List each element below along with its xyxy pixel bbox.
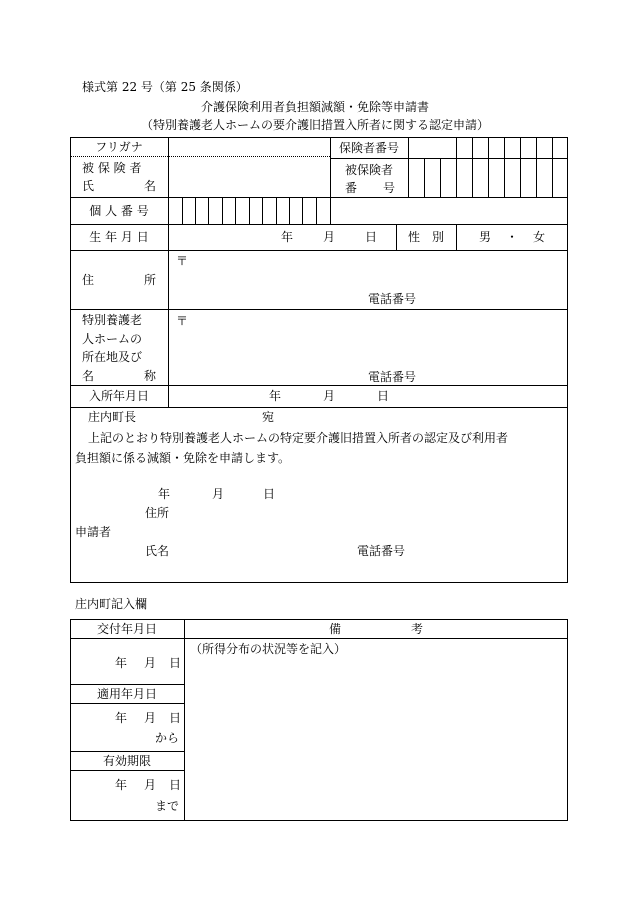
sex-female-option[interactable]: 女 [533,230,546,244]
form-number: 様式第 22 号（第 25 条関係） [82,80,248,94]
remarks-label-end: 考 [411,622,424,636]
insured-name-label-line2: 氏 名 [82,179,156,193]
address-phone-label: 電話番号 [368,292,417,306]
admission-date-label: 入所年月日 [88,389,149,403]
applicant-address-label: 住所 [145,506,170,520]
address-label: 住 所 [82,273,156,287]
birthdate-label: 生 年 月 日 [89,230,149,244]
issue-date-label: 交付年月日 [96,622,157,636]
insurer-number-label: 保険者番号 [338,141,399,155]
insured-number-label: 被保険者 [345,163,394,177]
remarks-label: 備 [329,622,342,636]
facility-label: 特別養護老 [82,313,143,327]
facility-postal-mark: 〒 [176,314,189,328]
valid-year-unit: 年 [115,778,128,792]
insured-number-label-line2: 番 号 [345,181,395,195]
facility-label-line2: 人ホームの [82,332,143,346]
applicable-from: から [155,731,180,745]
application-day-unit: 日 [263,487,276,501]
issue-year-unit: 年 [115,656,128,670]
admission-day-unit: 日 [377,389,390,403]
applicant-name-label: 氏名 [145,544,170,558]
valid-day-unit: 日 [169,778,182,792]
valid-until: まで [155,799,180,813]
form-subtitle: （特別養護老人ホームの要介護旧措置入所者に関する認定申請） [140,118,489,132]
postal-mark: 〒 [176,254,189,268]
addressee-honorific: 宛 [262,410,275,424]
issue-day-unit: 日 [169,656,182,670]
applicable-month-unit: 月 [144,711,157,725]
furigana-label: フリガナ [95,140,143,154]
applicable-date-label: 適用年月日 [96,687,157,701]
insured-name-label: 被 保 険 者 [82,161,142,175]
birth-year-unit: 年 [281,230,294,244]
applicant-label: 申請者 [75,525,112,539]
addressee: 庄内町長 [88,410,137,424]
sex-separator: ・ [506,230,519,244]
applicant-phone-label: 電話番号 [357,544,406,558]
remarks-note: （所得分布の状況等を記入） [190,642,347,656]
declaration-body: 上記のとおり特別養護老人ホームの特定要介護旧措置入所者の認定及び利用者 [88,431,509,445]
applicable-year-unit: 年 [115,711,128,725]
sex-label: 性 別 [407,230,444,244]
facility-label-line3: 所在地及び [82,350,143,364]
application-year-unit: 年 [158,487,171,501]
birth-day-unit: 日 [365,230,378,244]
office-section-title: 庄内町記入欄 [75,597,148,611]
declaration-body-line2: 負担額に係る減額・免除を申請します。 [75,451,291,465]
facility-phone-label: 電話番号 [368,370,417,384]
individual-number-label: 個 人 番 号 [89,204,149,218]
issue-month-unit: 月 [144,656,157,670]
admission-year-unit: 年 [269,389,282,403]
facility-label-line4: 名 称 [82,369,156,383]
application-month-unit: 月 [212,487,225,501]
admission-month-unit: 月 [323,389,336,403]
form-title: 介護保険利用者負担額減額・免除等申請書 [200,100,429,114]
valid-month-unit: 月 [144,778,157,792]
valid-period-label: 有効期限 [102,754,151,768]
birth-month-unit: 月 [323,230,336,244]
applicable-day-unit: 日 [169,711,182,725]
sex-male-option[interactable]: 男 [479,230,492,244]
